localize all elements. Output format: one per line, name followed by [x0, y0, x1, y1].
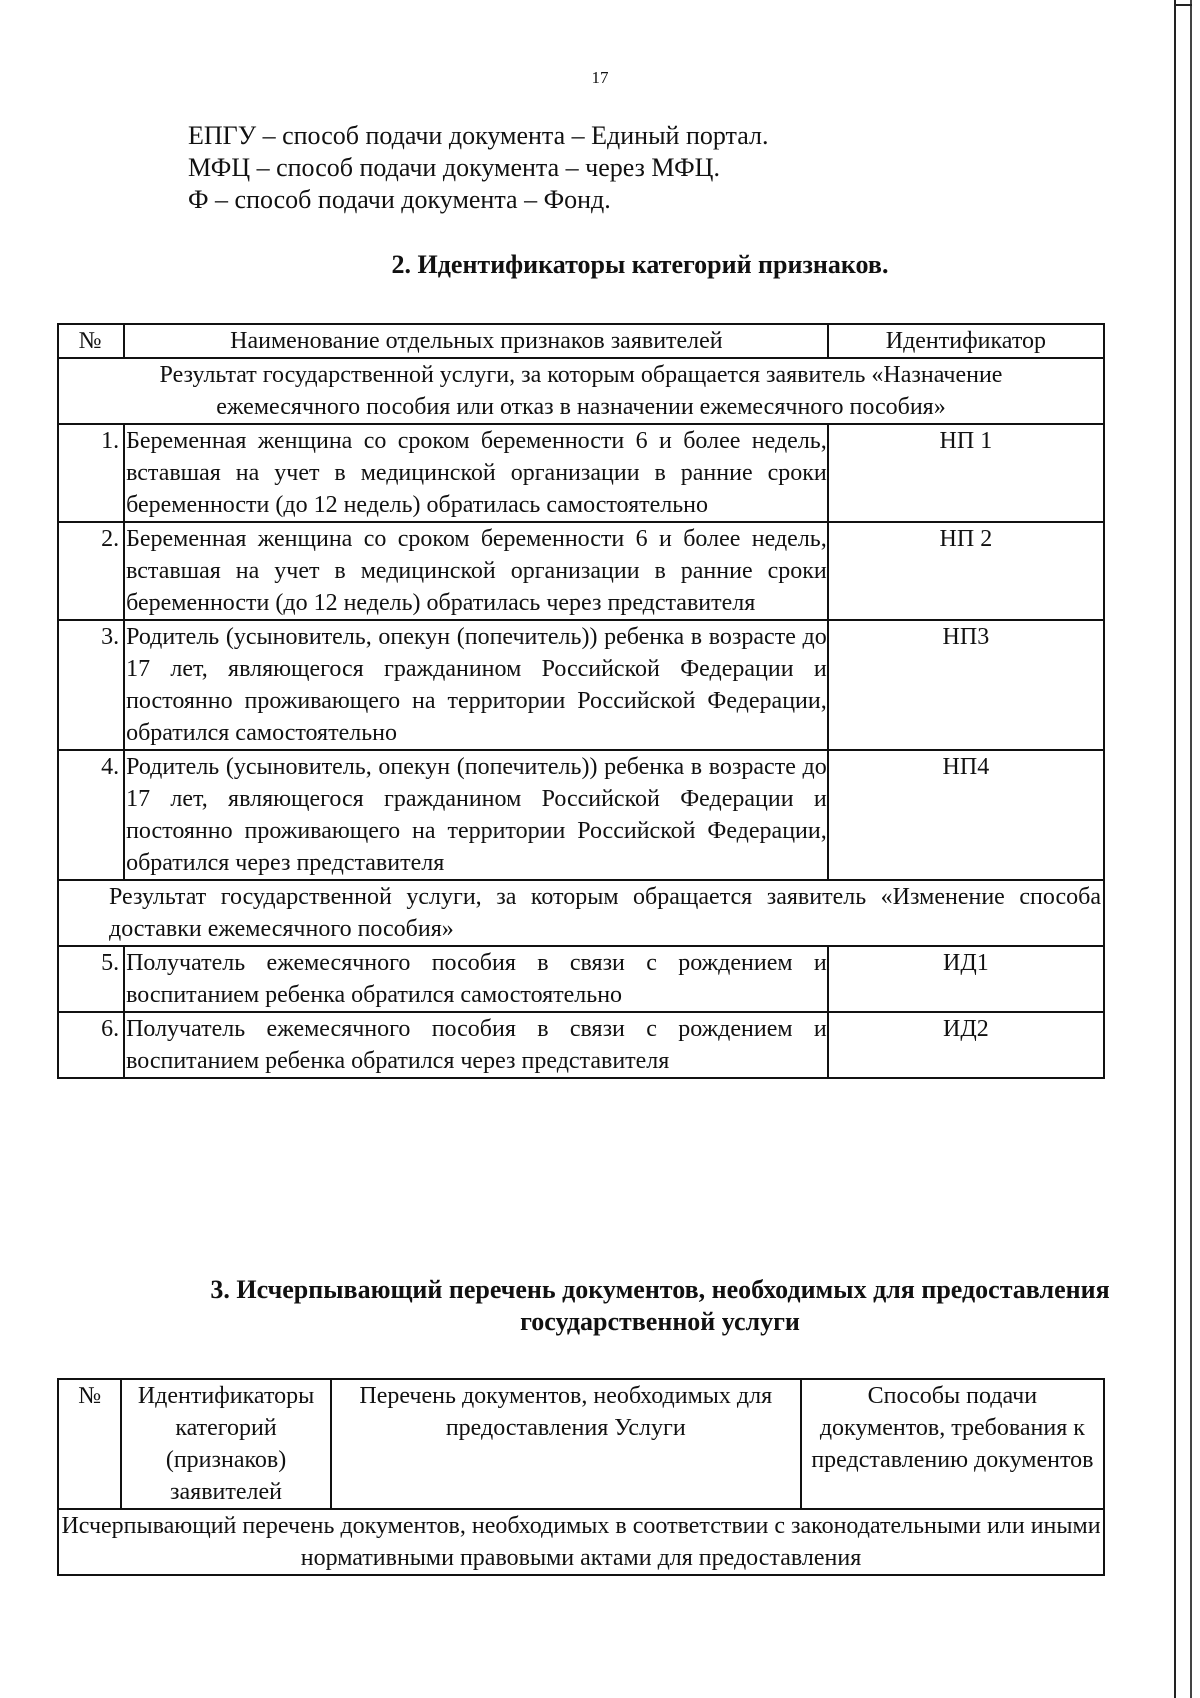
result-row: [58, 880, 1104, 946]
row-name: Беременная женщина со сроком беременности 6 и более недель, вставшая на учет в медицинской организации в ранние сроки беременности (до 12 недель) обратилась через представителя: [124, 522, 828, 620]
table-row: [58, 1012, 1104, 1078]
result-row: [58, 358, 1104, 424]
result-1-text: Результат государственной услуги, за которым обращается заявитель «Назначение ежемесячного пособия или отказ в назначении ежемесячного пособия»: [58, 358, 1104, 424]
row-name: Получатель ежемесячного пособия в связи с рождением и воспитанием ребенка обратился самостоятельно: [124, 946, 828, 1012]
legend-line: ЕПГУ – способ подачи документа – Единый портал.: [188, 121, 769, 150]
row-num: 6.: [58, 1012, 124, 1078]
section-3-title-line: 3. Исчерпывающий перечень документов, необходимых для предоставления: [210, 1275, 1110, 1304]
page-number: 17: [591, 68, 609, 87]
row-id: НП3: [828, 620, 1104, 750]
wide-row-text: Исчерпывающий перечень документов, необходимых в соответствии с законодательными или иными нормативными правовыми актами для предоставления: [58, 1509, 1104, 1575]
header-ways: Способы подачи документов, требования к представлению документов: [801, 1379, 1104, 1509]
row-num: 2.: [58, 522, 124, 620]
legend-line: Ф – способ подачи документа – Фонд.: [188, 185, 611, 214]
margin-tick: [1174, 4, 1192, 6]
table-row: [58, 946, 1104, 1012]
header-id: Идентификатор: [828, 324, 1104, 358]
row-id: НП 2: [828, 522, 1104, 620]
row-name: Беременная женщина со сроком беременности 6 и более недель, вставшая на учет в медицинской организации в ранние сроки беременности (до 12 недель) обратилась самостоятельно: [124, 424, 828, 522]
table-row: [58, 620, 1104, 750]
row-id: НП 1: [828, 424, 1104, 522]
header-name: Наименование отдельных признаков заявителей: [124, 324, 828, 358]
header-list: Перечень документов, необходимых для предоставления Услуги: [331, 1379, 801, 1509]
row-name: Получатель ежемесячного пособия в связи с рождением и воспитанием ребенка обратился через представителя: [124, 1012, 828, 1078]
section-3-title-line: государственной услуги: [520, 1307, 800, 1336]
legend-line: МФЦ – способ подачи документа – через МФЦ.: [188, 153, 720, 182]
legend: [188, 120, 768, 216]
table-header-row: [58, 1379, 1104, 1509]
categories-table: [57, 323, 1105, 1079]
table-row: [58, 424, 1104, 522]
row-name: Родитель (усыновитель, опекун (попечитель)) ребенка в возрасте до 17 лет, являющегося гражданином Российской Федерации и постоянно проживающего на территории Российской Федерации, обратился через представителя: [124, 750, 828, 880]
row-num: 1.: [58, 424, 124, 522]
row-id: ИД2: [828, 1012, 1104, 1078]
header-ids: Идентификаторы категорий (признаков) заявителей: [121, 1379, 330, 1509]
section-3-title: [60, 1274, 1200, 1338]
row-id: НП4: [828, 750, 1104, 880]
table-row: [58, 750, 1104, 880]
header-num: №: [58, 1379, 121, 1509]
row-id: ИД1: [828, 946, 1104, 1012]
table-row: [58, 522, 1104, 620]
row-num: 3.: [58, 620, 124, 750]
row-name: Родитель (усыновитель, опекун (попечитель)) ребенка в возрасте до 17 лет, являющегося гражданином Российской Федерации и постоянно проживающего на территории Российской Федерации, обратился самостоятельно: [124, 620, 828, 750]
header-num: №: [58, 324, 124, 358]
row-num: 4.: [58, 750, 124, 880]
table-row: [58, 1509, 1104, 1575]
section-2-title: 2. Идентификаторы категорий признаков.: [391, 250, 889, 279]
table-header-row: [58, 324, 1104, 358]
row-num: 5.: [58, 946, 124, 1012]
result-2-text: Результат государственной услуги, за которым обращается заявитель «Изменение способа доставки ежемесячного пособия»: [58, 880, 1104, 946]
documents-table: [57, 1378, 1105, 1576]
